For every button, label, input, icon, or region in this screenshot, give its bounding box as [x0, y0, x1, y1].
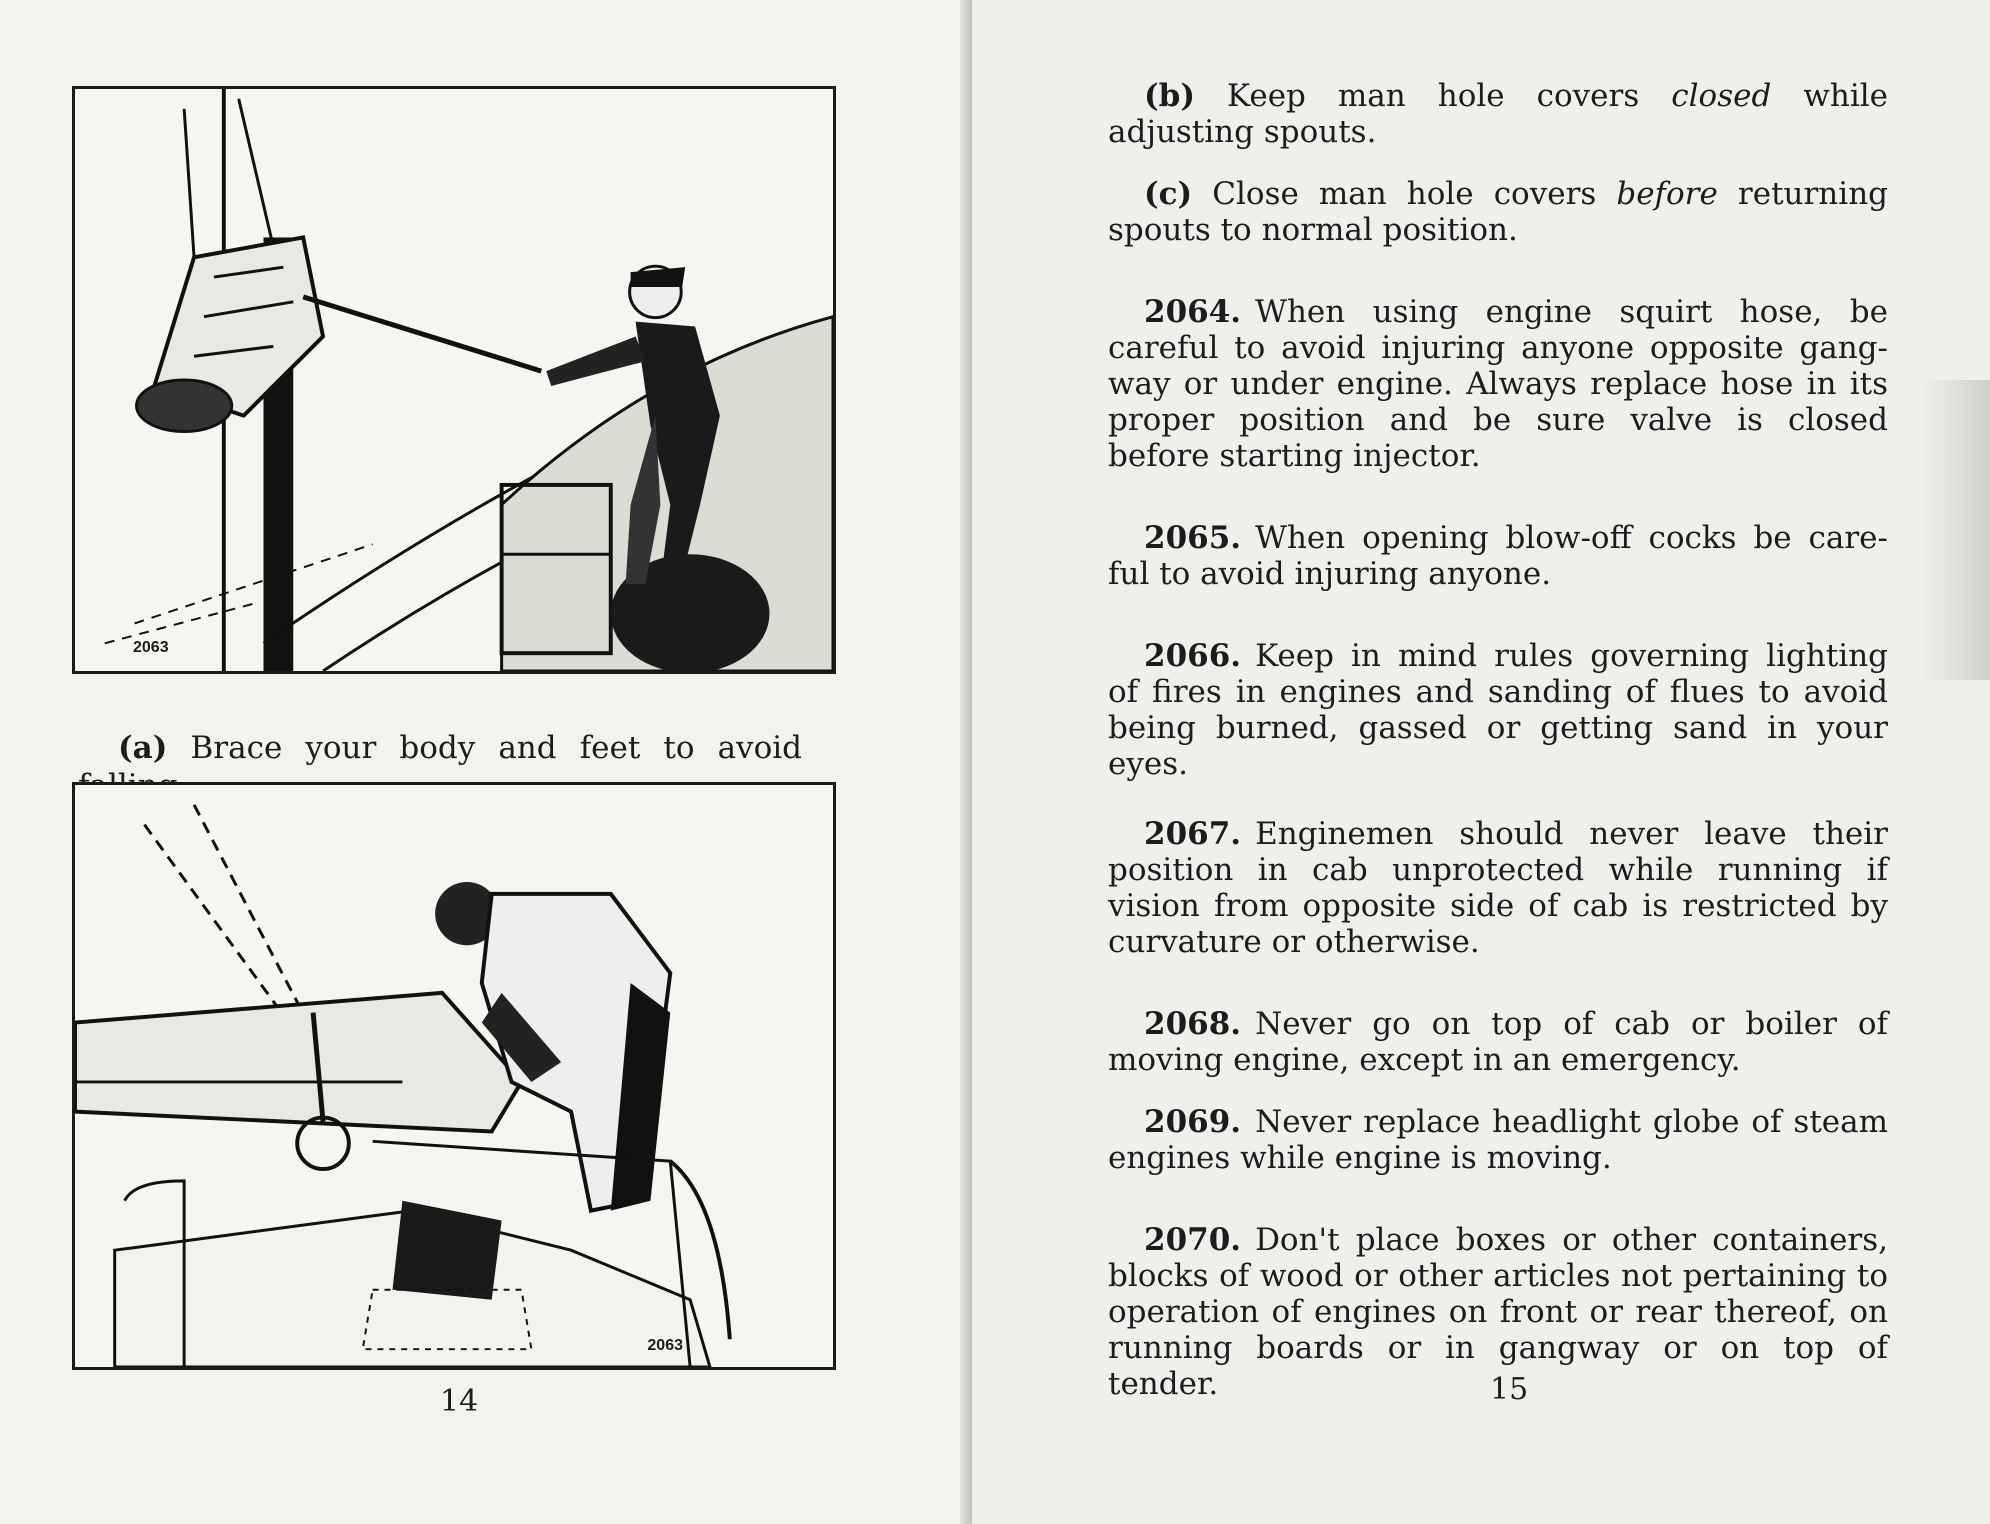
rule-2065 — [1108, 520, 1888, 592]
left-page — [0, 0, 972, 1524]
item-label: (b) — [1144, 78, 1196, 114]
rule-number: 2070. — [1144, 1222, 1242, 1258]
item-text: Close man hole covers — [1212, 176, 1617, 212]
caption-label: (a) — [118, 730, 168, 766]
item-c — [1108, 176, 1888, 248]
rule-text: When opening blow-off cocks be care-ful to avoid injuring anyone. — [1108, 520, 1888, 592]
illustration-man-adjusting-spout — [75, 785, 833, 1367]
rule-number: 2067. — [1144, 816, 1242, 852]
item-text: Keep man hole covers — [1227, 78, 1672, 114]
item-emphasis: closed — [1671, 78, 1772, 114]
page-edge-shadow — [1920, 380, 1990, 680]
rule-number: 2065. — [1144, 520, 1242, 556]
rules-list — [1108, 78, 1888, 1436]
rule-text: Never go on top of cab or boiler of moving engine, except in an emergency. — [1108, 1006, 1888, 1078]
figure-number: 2063 — [647, 1337, 683, 1354]
rule-number: 2068. — [1144, 1006, 1242, 1042]
item-b — [1108, 78, 1888, 150]
item-label: (c) — [1144, 176, 1193, 212]
item-text: returning spouts to normal position. — [1108, 176, 1889, 248]
rule-number: 2069. — [1144, 1104, 1242, 1140]
rule-number: 2066. — [1144, 638, 1242, 674]
rule-text: When using engine squirt hose, be careful to avoid injuring anyone opposite gang-way or under engine. Always replace hose in its proper position and be sure valve is closed before starting injector. — [1108, 294, 1888, 474]
figure-spout-illustration — [72, 782, 836, 1370]
rule-text: Keep in mind rules governing lighting of fires in engines and sanding of flues to avoid being burned, gassed or getting sand in your eyes. — [1108, 638, 1888, 782]
rule-2067 — [1108, 816, 1888, 960]
rule-text: Enginemen should never leave their position in cab unprotected while running if vision from opposite side of cab is restricted by curvature or otherwise. — [1108, 816, 1888, 960]
page-number: 14 — [440, 1384, 479, 1419]
caption-text: Brace your body and feet to avoid — [190, 730, 802, 766]
figure-squirt-hose-illustration — [72, 86, 836, 674]
rule-2068 — [1108, 1006, 1888, 1078]
rule-text: Never replace headlight globe of steam engines while engine is moving. — [1108, 1104, 1888, 1176]
illustration-man-on-boiler — [75, 89, 833, 671]
rule-text: Don't place boxes or other containers, blocks of wood or other articles not pertaining to operation of engines on front or rear thereof, on running boards or in gangway or on top of tender. — [1108, 1222, 1888, 1402]
item-emphasis: before — [1616, 176, 1718, 212]
page-number: 15 — [1490, 1372, 1529, 1407]
rule-2066 — [1108, 638, 1888, 782]
rule-number: 2064. — [1144, 294, 1242, 330]
rule-2069 — [1108, 1104, 1888, 1176]
figure-number: 2063 — [133, 639, 169, 656]
item-text: while adjusting spouts. — [1108, 78, 1889, 150]
rule-2064 — [1108, 294, 1888, 474]
